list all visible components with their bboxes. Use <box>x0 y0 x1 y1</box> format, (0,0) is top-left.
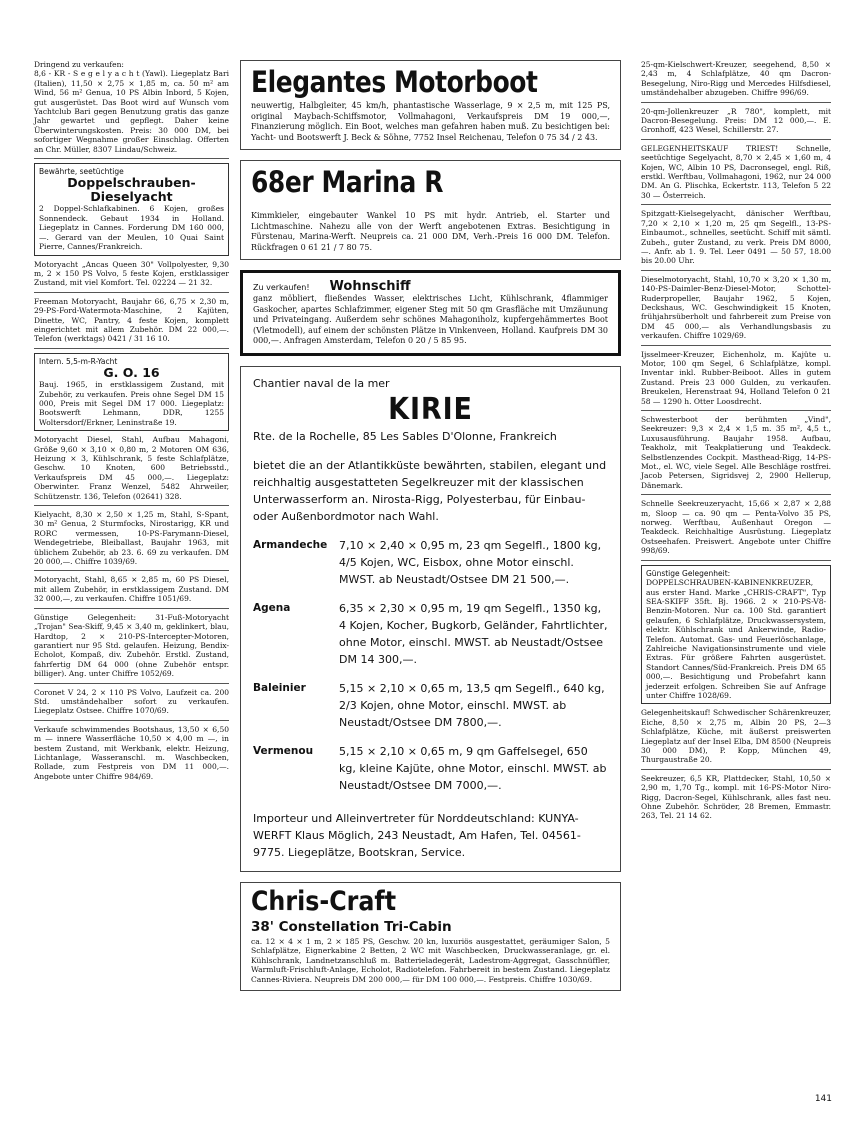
box-ad-kicker: Intern. 5,5-m-R-Yacht <box>39 356 118 366</box>
classified-ad: Dieselmotoryacht, Stahl, 10,70 × 3,20 × 1,30 m, 140-PS-Daimler-Benz-Diesel-Motor, Schottel-Ruderpropeller, Baujahr 1962, 5 Kojen, Deckshaus, WC. Geschwindigkeit 15 Knoten, frühjahrsüberholt und fahrbereit zum Preise von DM 45 000,— als Verhandlungsbasis zu verkaufen. Chiffre 1029/69. <box>641 275 831 346</box>
classified-ad: Schwesterboot der berühmten „Vind", Seekreuzer: 9,3 × 2,4 × 1,5 m. 35 m², 4,5 t., Luxusausführung. Baujahr 1958. Aufbau, Teakholz, mit Teakplatierung und Teakdeck. Selbstlenzendes Cockpit. Masthead-Rigg, 14-PS-Mot., el. WC, viele Segel. Alle Beschläge rostfrei. Jacob Petersen, Sigridsvej 2, 2900 Hellerup, Dänemark. <box>641 415 831 495</box>
classified-ad: Schnelle Seekreuzeryacht, 15,66 × 2,87 × 2,88 m, Sloop — ca. 90 qm — Penta-Volvo 35 PS, norweg. Werftbau, Außenhaut Oregon — Teakdeck. Reichhaltige Ausrüstung. Liegeplatz Ostseehafen. Preiswert. Angebote unter Chiffre 998/69. <box>641 499 831 560</box>
model-name: Baleinier <box>253 681 306 694</box>
classified-ad: Günstige Gelegenheit: 31-Fuß-Motoryacht „Trojan" Sea-Skiff, 9,45 × 3,40 m, geklinkert, blau, Hardtop, 2 × 210-PS-Intercepter-Motoren, garantiert nur 95 Std. gelaufen. Heizung, Bendix-Echolot, Kompaß, div. Zubehör. Erstkl. Zustand, fahrfertig DM 64 000 (ohne Zubehör entspr. billiger). Ang. unter Chiffre 1052/69. <box>34 613 229 684</box>
kirie-kicker: Chantier naval de la mer <box>253 376 390 390</box>
ad-body: Kimmkieler, eingebauter Wankel 10 PS mit hydr. Antrieb, el. Starter und Lichtmaschine. Nahezu alle von der Werft angebotenen Extras. Besichtigung in Fürstenau, Marina-Werft. Neupreis ca. 21 000 DM, Verh.-Preis 16 000 DM. Telefon. Rückfragen 0 61 21 / 7 80 75. <box>251 211 610 252</box>
model-name: Armandeche <box>253 538 328 551</box>
kirie-address: Rte. de la Rochelle, 85 Les Sables D'Olonne, Frankreich <box>253 429 557 443</box>
ad-headline: Wohnschiff <box>329 279 411 294</box>
model-spec: 7,10 × 2,40 × 0,95 m, 23 qm Segelfl., 1800 kg, 4/5 Kojen, WC, Eisbox, ohne Motor einschl. MWST. ab Neustadt/Ostsee DM 21 500,—. <box>339 538 602 586</box>
classified-ad: Verkaufe schwimmendes Bootshaus, 13,50 × 6,50 m — innere Wasserfläche 10,50 × 4,00 m —, in bestem Zustand, mit Werkbank, elektr. Heizung, Lichtanlage, Wasseranschl. m. Waschbecken, Rollade, zum Festpreis von DM 11 000,—. Angebote unter Chiffre 984/69. <box>34 724 229 781</box>
left-column <box>34 60 229 789</box>
wohnschiff-ad <box>240 270 621 356</box>
model-row <box>253 537 608 588</box>
ad-headline: Elegantes Motorboot <box>251 65 538 99</box>
ad-subheadline: 38' Constellation Tri-Cabin <box>251 918 452 935</box>
classified-ad: Seekreuzer, 6,5 KR, Plattdecker, Stahl, 10,50 × 2,90 m, 1,70 Tg., kompl. mit 16-PS-Motor Niro-Rigg, Dacron-Segel, Kühlschrank, alles fast neu. Ohne Zubehör. Schröder, 28 Bremen, Emmastr. 263, Tel. 21 14 62. <box>641 773 831 821</box>
model-name: Agena <box>253 601 291 614</box>
classified-ad: 25-qm-Kielschwert-Kreuzer, seegehend, 8,50 × 2,43 m, 4 Schlafplätze, 40 qm Dacron-Besegelung, Niro-Rigg und Mercedes Hilfsdiesel, umständehalber abzugeben. Chiffre 996/69. <box>641 60 831 103</box>
right-column <box>641 60 831 829</box>
kirie-headline: KIRIE <box>388 391 473 427</box>
model-spec: 5,15 × 2,10 × 0,65 m, 13,5 qm Segelfl., 640 kg, 2/3 Kojen, ohne Motor, einschl. MWST. ab Neustadt/Ostsee DM 7800,—. <box>339 681 605 729</box>
box-ad-body: 2 Doppel-Schlafkabinen. 6 Kojen, großes Sonnendeck. Gebaut 1934 in Holland. Liegeplatz in Cannes. Forderung DM 160 000,—. Gerard van der Meulen, 10 Quai Saint Pierre, Cannes/Frankreich. <box>39 204 224 252</box>
classified-ad: Motoryacht, Stahl, 8,65 × 2,85 m, 60 PS Diesel, mit allem Zubehör, in erstklassigem Zustand. DM 32 000,—, zu verkaufen. Chiffre 1051/69. <box>34 575 229 608</box>
box-ad-headline: Doppelschrauben-Dieselyacht <box>67 175 196 205</box>
kirie-intro: bietet die an der Atlantikküste bewährten, stabilen, elegant und reichhaltig ausgestatteten Segelkreuzer mit der klassischen Unterwasserform an. Nirosta-Rigg, Polyesterbau, für Einbau- oder Außenbordmotor nach Wahl. <box>253 458 607 523</box>
classified-ad: Spitzgatt-Kielsegelyacht, dänischer Werftbau, 7,20 × 2,10 × 1,20 m, 25 qm Segelfl., 13-PS-Einbaumot., schnelles, seetücht. Schiff mit sämtl. Zubeh., guter Zustand, zu verk. Preis DM 8000,—. Anfr. ab 1. 9. Tel. Leer 0491 — 50 57, 18.00 bis 20.00 Uhr. <box>641 209 831 270</box>
ad-headline: 68er Marina R <box>251 165 443 199</box>
ad-body: ganz möbliert, fließendes Wasser, elektrisches Licht, Kühlschrank, 4flammiger Gaskocher, apartes Schlafzimmer, eigener Steg mit 50 qm Grasfläche mit Umzäunung und Privateingang. Außerdem sehr schönes Mahagoniholz, kupfergehämmertes Boot (Vletmodell), auf einem der schönsten Plätze in Vinkenveen, Holland. Kaufpreis DM 30 000,—. Anfragen Amsterdam, Telefon 0 20 / 5 85 95. <box>253 294 608 345</box>
classified-ad: Ijsselmeer-Kreuzer, Eichenholz, m. Kajüte u. Motor, 100 qm Segel, 6 Schlafplätze, kompl. Inventar inkl. Rubber-Beiboot. Alles in gutem Zustand. Preis 23 000 Gulden, zu verkaufen. Breukelen, Herenstraat 94, Holland Telefon 0 21 58 — 1290 h. Otter Loosdrecht. <box>641 350 831 411</box>
box-ad-kicker: Günstige Gelegenheit: <box>646 568 731 578</box>
model-row <box>253 743 608 794</box>
classified-ad: Motoryacht „Ancas Queen 30" Vollpolyester, 9,30 m, 2 × 150 PS Volvo, 5 feste Kojen, erstklassiger Zustand, mit viel Komfort. Tel. 02224 — 21 32. <box>34 260 229 293</box>
box-ad-kicker: Bewährte, seetüchtige <box>39 167 124 177</box>
box-ad-headline: G. O. 16 <box>103 365 160 381</box>
classified-ad: 20-qm-Jollenkreuzer „R 780", komplett, mit Dacron-Besegelung. Preis: DM 12 000,—. E. Gronhoff, 423 Wesel, Schillerstr. 27. <box>641 107 831 140</box>
ad-header <box>253 279 608 294</box>
classified-ad: Gelegenheitskauf! Schwedischer Schärenkreuzer, Eiche, 8,50 × 2,75 m, Albin 20 PS, 2—3 Schlafplätze, Küche, mit äußerst preiswerten Liegeplatz auf der Insel Elba, DM 8500 (Neupreis 30 000 DM), P. Kopp, München 49, Thurgaustraße 20. <box>641 708 831 769</box>
marina-r-ad <box>240 160 621 260</box>
boxed-ad <box>34 353 229 431</box>
model-row <box>253 600 608 668</box>
elegant-motorboot-ad <box>240 60 621 150</box>
box-ad-body: DOPPELSCHRAUBEN-KABINENKREUZER, aus erster Hand. Marke „CHRIS-CRAFT", Typ SEA-SKIFF 35ft. Bj. 1966. 2 × 210-PS-V8-Benzin-Motoren. Nur ca. 100 Std. garantiert gelaufen, 6 Schlafplätze, Druckwassersystem, elektr. Kühlschrank und Ankerwinde, Radio-Telefon. Automat. Gas- und Feuerlöschanlage, Zahlreiche Navigationsinstrumente und viele Extras. Für größere Fahrten ausgerüstet. Standort Cannes/Süd-Frankreich. Preis DM 65 000,—. Besichtigung und Probefahrt kann jederzeit erfolgen. Schreiben Sie auf Anfrage unter Chiffre 1028/69. <box>646 578 826 700</box>
kirie-importer: Importeur und Alleinvertreter für Norddeutschland: KUNYA-WERFT Klaus Möglich, 243 Neustadt, Am Hafen, Tel. 04561-9775. Liegeplätze, Bootskran, Service. <box>253 811 581 859</box>
page-number: 141 <box>814 1094 832 1104</box>
kirie-ad <box>240 366 621 872</box>
model-name: Vermenou <box>253 744 314 757</box>
model-row <box>253 680 608 731</box>
classified-ad: Dringend zu verkaufen: 8,6 - KR - S e g e l y a c h t (Yawl). Liegeplatz Bari (Italien), 11,50 × 2,75 × 1,85 m, ca. 50 m² am Wind, 56 m² Genua, 10 PS Albin Inbord, 5 Kojen, gut ausgerüstet. Das Boot wird auf Wunsch vom Yachtclub Bari gegen Benutzung gratis das ganze Jahr gewartet und gepflegt. Daher keine Überwinterungskosten. Preis: 30 000 DM, bei sofortiger Wegnahme großer Einschlag. Offerten an Chr. Müller, 8307 Lindau/Schweiz. <box>34 60 229 159</box>
model-spec: 5,15 × 2,10 × 0,65 m, 9 qm Gaffelsegel, 650 kg, kleine Kajüte, ohne Motor, einschl. MWST. ab Neustadt/Ostsee DM 7000,—. <box>339 744 607 792</box>
boxed-ad <box>34 163 229 255</box>
classified-ad: Kielyacht, 8,30 × 2,50 × 1,25 m, Stahl, S-Spant, 30 m² Genua, 2 Sturmfocks, Nirostarigg, KR und RORC vermessen, 10-PS-Farymann-Diesel, Wendegetriebe, Bleiballast, Baujahr 1963, mit üblichem Zubehör, ab 23. 6. 69 zu verkaufen. DM 20 000,—. Chiffre 1039/69. <box>34 510 229 571</box>
box-ad-body: Bauj. 1965, in erstklassigem Zustand, mit Zubehör, zu verkaufen. Preis ohne Segel DM 15 000, Preis mit Segel DM 17 000. Liegeplatz: Bootswerft Lehmann, DDR, 1255 Woltersdorf/Erkner, Leninstraße 19. <box>39 380 224 427</box>
classified-ad: Freeman Motoryacht, Baujahr 66, 6,75 × 2,30 m, 29-PS-Ford-Watermota-Maschine, 2 Kajüten, Dinette, WC, Pantry, 4 feste Kojen, komplett eingerichtet mit allem Zubehör. DM 22 000,—. Telefon (werktags) 0421 / 31 16 10. <box>34 297 229 349</box>
middle-column <box>240 60 621 1001</box>
chris-craft-ad <box>240 882 621 992</box>
ad-body: ca. 12 × 4 × 1 m, 2 × 185 PS, Geschw. 20 kn, luxuriös ausgestattet, geräumiger Salon, 5 Schlafplätze, Eignerkabine 2 Betten, 2 WC mit Waschbecken, Druckwasseranlage, gr. el. Kühlschrank, Landnetzanschluß m. Batterieladegerät, Ladestrom-Aggregat, Gasschnüffler, Warmluft-Frischluft-Anlage, Echolot, Radiotelefon. Fahrbereit in bestem Zustand. Liegeplatz Cannes-Riviera. Neupreis DM 200 000,— für DM 100 000,—. Festpreis. Chiffre 1030/69. <box>251 936 610 984</box>
classified-ad: GELEGENHEITSKAUF TRIEST! Schnelle, seetüchtige Segelyacht, 8,70 × 2,45 × 1,60 m, 4 Kojen, WC, Albin 10 PS, Dacronsegel, engl. Riß, erstkl. Werftbau, Vollmahagoni, 1962, nur 24 000 DM. An G. Plischka, Eckertstr. 113, Telefon 5 22 30 — Österreich. <box>641 144 831 205</box>
classified-ad: Coronet V 24, 2 × 110 PS Volvo, Laufzeit ca. 200 Std. umständehalber sofort zu verkaufen. Liegeplatz Ostsee. Chiffre 1070/69. <box>34 688 229 721</box>
ad-headline: Chris-Craft <box>251 885 397 917</box>
classified-ad: Motoryacht Diesel, Stahl, Aufbau Mahagoni, Größe 9,60 × 3,10 × 0,80 m, 2 Motoren OM 636, Heizung × 3, Kühlschrank, 5 feste Schlafplätze, Geschw. 10 Knoten, 600 Betriebsstd., Verkaufspreis DM 45 000,—. Liegeplatz: Oberwinter. Franz Wenzel, 5482 Ahrweiler, Schützenstr. 136, Telefon (02641) 328. <box>34 435 229 506</box>
ad-body: neuwertig, Halbgleiter, 45 km/h, phantastische Wasserlage, 9 × 2,5 m, mit 125 PS, original Maybach-Schiffsmotor, Vollmahagoni, Verkaufspreis DM 19 000,—, Finanzierung möglich. Ein Boot, welches man gefahren haben muß. Zu besichtigen bei: Yacht- und Bootswerft J. Beck & Söhne, 7752 Insel Reichenau, Telefon 0 75 34 / 2 43. <box>251 101 610 142</box>
model-spec: 6,35 × 2,30 × 0,95 m, 19 qm Segelfl., 1350 kg, 4 Kojen, Kocher, Bugkorb, Geländer, Fahrtlichter, ohne Motor, einschl. MWST. ab Neustadt/Ostsee DM 14 300,—. <box>339 601 608 666</box>
ad-kicker: Zu verkaufen! <box>253 283 310 292</box>
boxed-ad <box>641 565 831 705</box>
